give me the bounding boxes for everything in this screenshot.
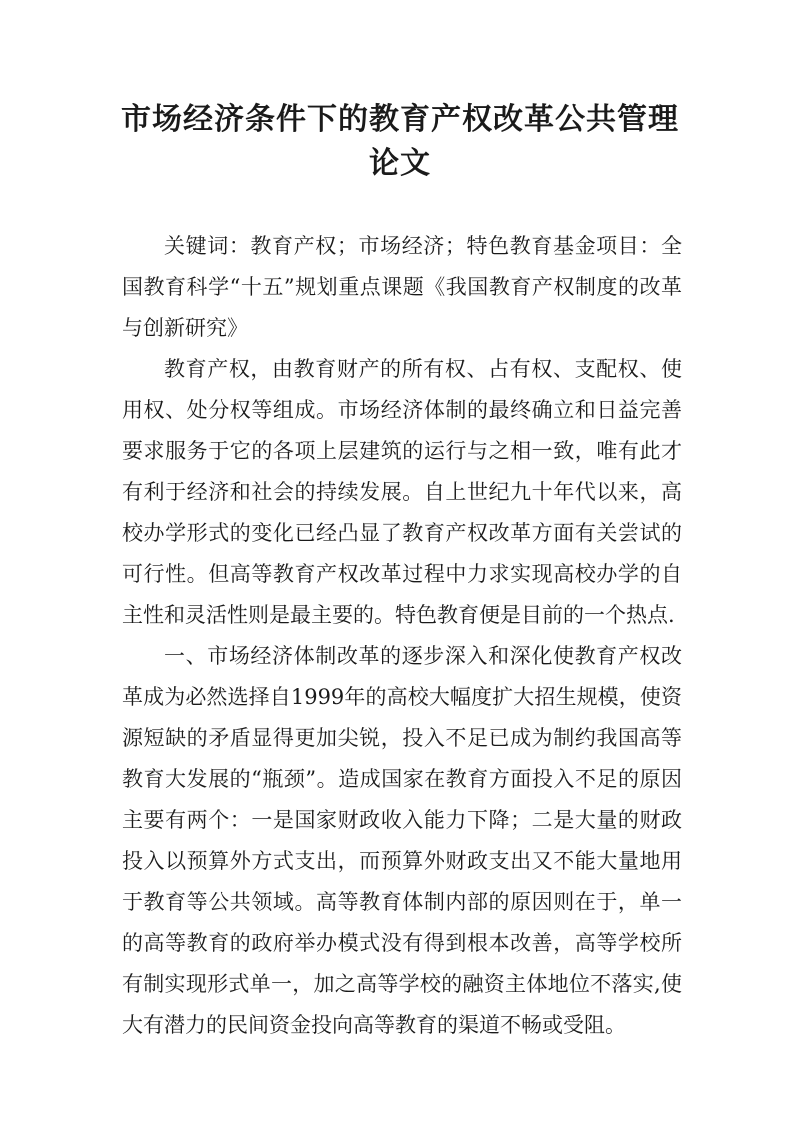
keywords-paragraph: 关键词：教育产权；市场经济；特色教育基金项目：全国教育科学“十五”规划重点课题《我国教育产权制度的改革与创新研究》 xyxy=(122,234,682,340)
document-body xyxy=(122,226,682,1046)
document-title: 市场经济条件下的教育产权改革公共管理论文 xyxy=(121,102,679,181)
section-one-paragraph: 一、市场经济体制改革的逐步深入和深化使教育产权改革成为必然选择自1999年的高校大幅度扩大招生规模，使资源短缺的矛盾显得更加尖锐，投入不足已成为制约我国高等教育大发展的“瓶颈”。造成国家在教育方面投入不足的原因主要有两个：一是国家财政收入能力下降；二是大量的财政投入以预算外方式支出，而预算外财政支出又不能大量地用于教育等公共领域。高等教育体制内部的原因则在于，单一的高等教育的政府举办模式没有得到根本改善，高等学校所有制实现形式单一，加之高等学校的融资主体地位不落实,使大有潜力的民间资金投向高等教育的渠道不畅或受阻。 xyxy=(122,644,682,1037)
intro-paragraph: 教育产权，由教育财产的所有权、占有权、支配权、使用权、处分权等组成。市场经济体制的最终确立和日益完善要求服务于它的各项上层建筑的运行与之相一致，唯有此才有利于经济和社会的持续发展。自上世纪九十年代以来，高校办学形式的变化已经凸显了教育产权改革方面有关尝试的可行性。但高等教育产权改革过程中力求实现高校办学的自主性和灵活性则是最主要的。特色教育便是目前的一个热点. xyxy=(122,357,682,627)
